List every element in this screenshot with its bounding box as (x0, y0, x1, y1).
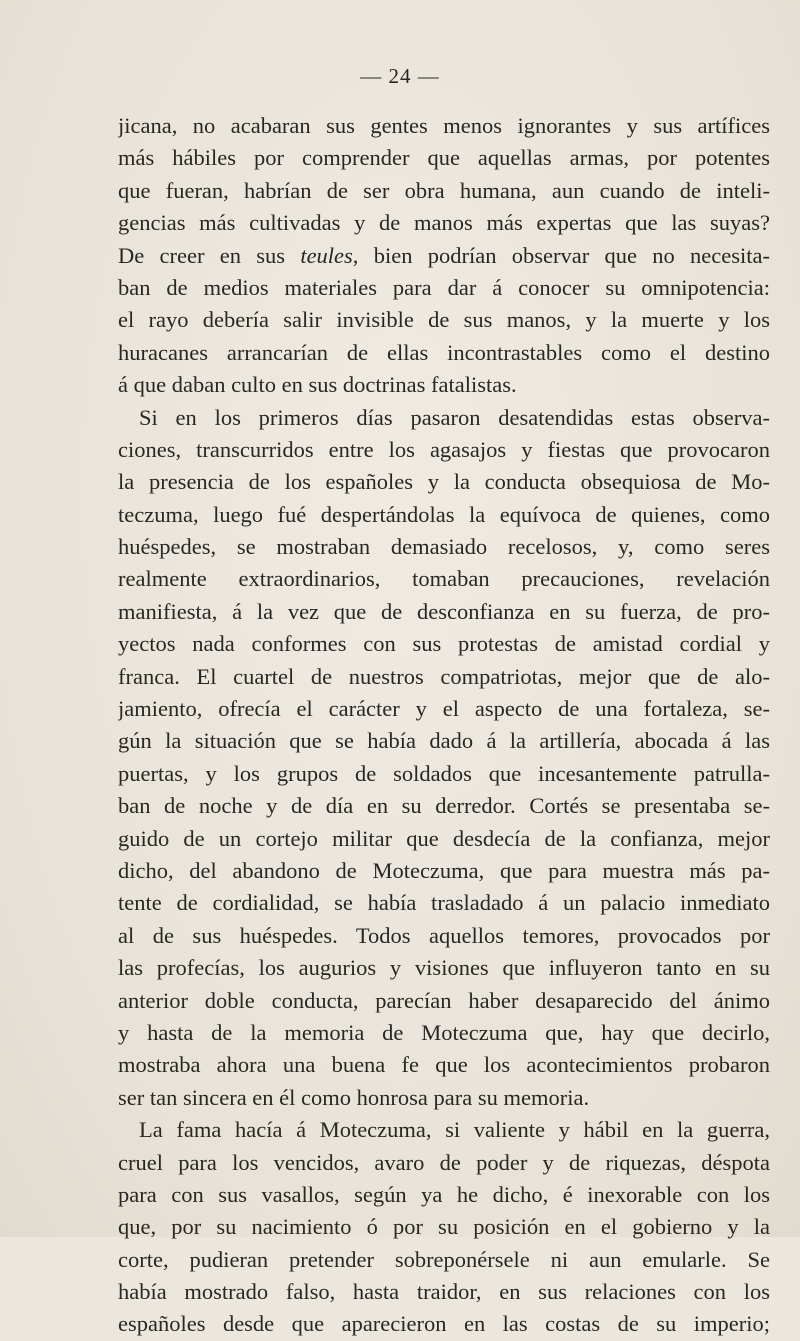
text-line: corte, pudieran pretender sobreponérsele ni aun emularle. Se (118, 1246, 770, 1272)
text-line: ban de noche y de día en su derredor. Cortés se presentaba se- (118, 793, 770, 819)
text-line: guido de un cortejo militar que desdecía de la confianza, mejor (118, 825, 770, 851)
text-line: las profecías, los augurios y visiones que influyeron tanto en su (118, 955, 770, 981)
text-line: que fueran, habrían de ser obra humana, aun cuando de inteli- (118, 177, 770, 203)
text-line: ban de medios materiales para dar á conocer su omnipotencia: (118, 274, 770, 300)
text-line: huracanes arrancarían de ellas incontrastables como el destino (118, 339, 770, 365)
text-line: La fama hacía á Moteczuma, si valiente y hábil en la guerra, (139, 1117, 770, 1143)
body-text (118, 110, 770, 1341)
text-line: jamiento, ofrecía el carácter y el aspecto de una fortaleza, se- (118, 696, 770, 722)
text-line: teczuma, luego fué despertándolas la equívoca de quienes, como (118, 501, 770, 527)
text-run: , bien podrían observar que no necesita- (352, 242, 770, 268)
text-line: manifiesta, á la vez que de desconfianza en su fuerza, de pro- (118, 598, 770, 624)
text-line: había mostrado falso, hasta traidor, en sus relaciones con los (118, 1279, 770, 1305)
text-line: huéspedes, se mostraban demasiado recelosos, y, como seres (118, 534, 770, 560)
text-line: realmente extraordinarios, tomaban precauciones, revelación (118, 566, 770, 592)
text-line: al de sus huéspedes. Todos aquellos temores, provocados por (118, 922, 770, 948)
text-line: jicana, no acabaran sus gentes menos ignorantes y sus artífices (118, 113, 770, 138)
text-line: para con sus vasallos, según ya he dicho, é inexorable con los (118, 1181, 770, 1207)
text-line: y hasta de la memoria de Moteczuma que, hay que decirlo, (118, 1019, 770, 1045)
text-line: cruel para los vencidos, avaro de poder y de riquezas, déspota (118, 1149, 770, 1175)
text-line: ser tan sincera en él como honrosa para su memoria. (118, 1084, 590, 1110)
text-line: gencias más cultivadas y de manos más expertas que las suyas? (118, 210, 770, 236)
text-line: que, por su nacimiento ó por su posición en el gobierno y la (118, 1214, 770, 1240)
text-line: españoles desde que aparecieron en las costas de su imperio; (118, 1311, 770, 1337)
text-line: más hábiles por comprender que aquellas armas, por potentes (118, 145, 770, 171)
text-run: De creer en sus (118, 242, 301, 268)
text-line: puertas, y los grupos de soldados que incesantemente patrulla- (118, 760, 770, 786)
text-line: gún la situación que se había dado á la artillería, abocada á las (118, 728, 770, 754)
page-number: — 24 — (360, 64, 440, 88)
text-line: tente de cordialidad, se había trasladado á un palacio inmediato (118, 890, 770, 916)
text-line: anterior doble conducta, parecían haber desaparecido del ánimo (118, 987, 770, 1013)
text-line (118, 240, 770, 272)
text-line: Si en los primeros días pasaron desatendidas estas observa- (139, 404, 770, 430)
text-line: mostraba ahora una buena fe que los acontecimientos probaron (118, 1052, 770, 1078)
italic-term: teules (300, 242, 353, 268)
text-line: franca. El cuartel de nuestros compatriotas, mejor que de alo- (118, 663, 770, 689)
text-line: á que daban culto en sus doctrinas fatalistas. (118, 372, 517, 398)
text-line: yectos nada conformes con sus protestas de amistad cordial y (118, 631, 770, 657)
text-line: ciones, transcurridos entre los agasajos y fiestas que provocaron (118, 436, 770, 462)
text-line: la presencia de los españoles y la conducta obsequiosa de Mo- (118, 469, 770, 495)
text-line: dicho, del abandono de Moteczuma, que para muestra más pa- (118, 857, 770, 883)
text-line: el rayo debería salir invisible de sus manos, y la muerte y los (118, 307, 770, 333)
